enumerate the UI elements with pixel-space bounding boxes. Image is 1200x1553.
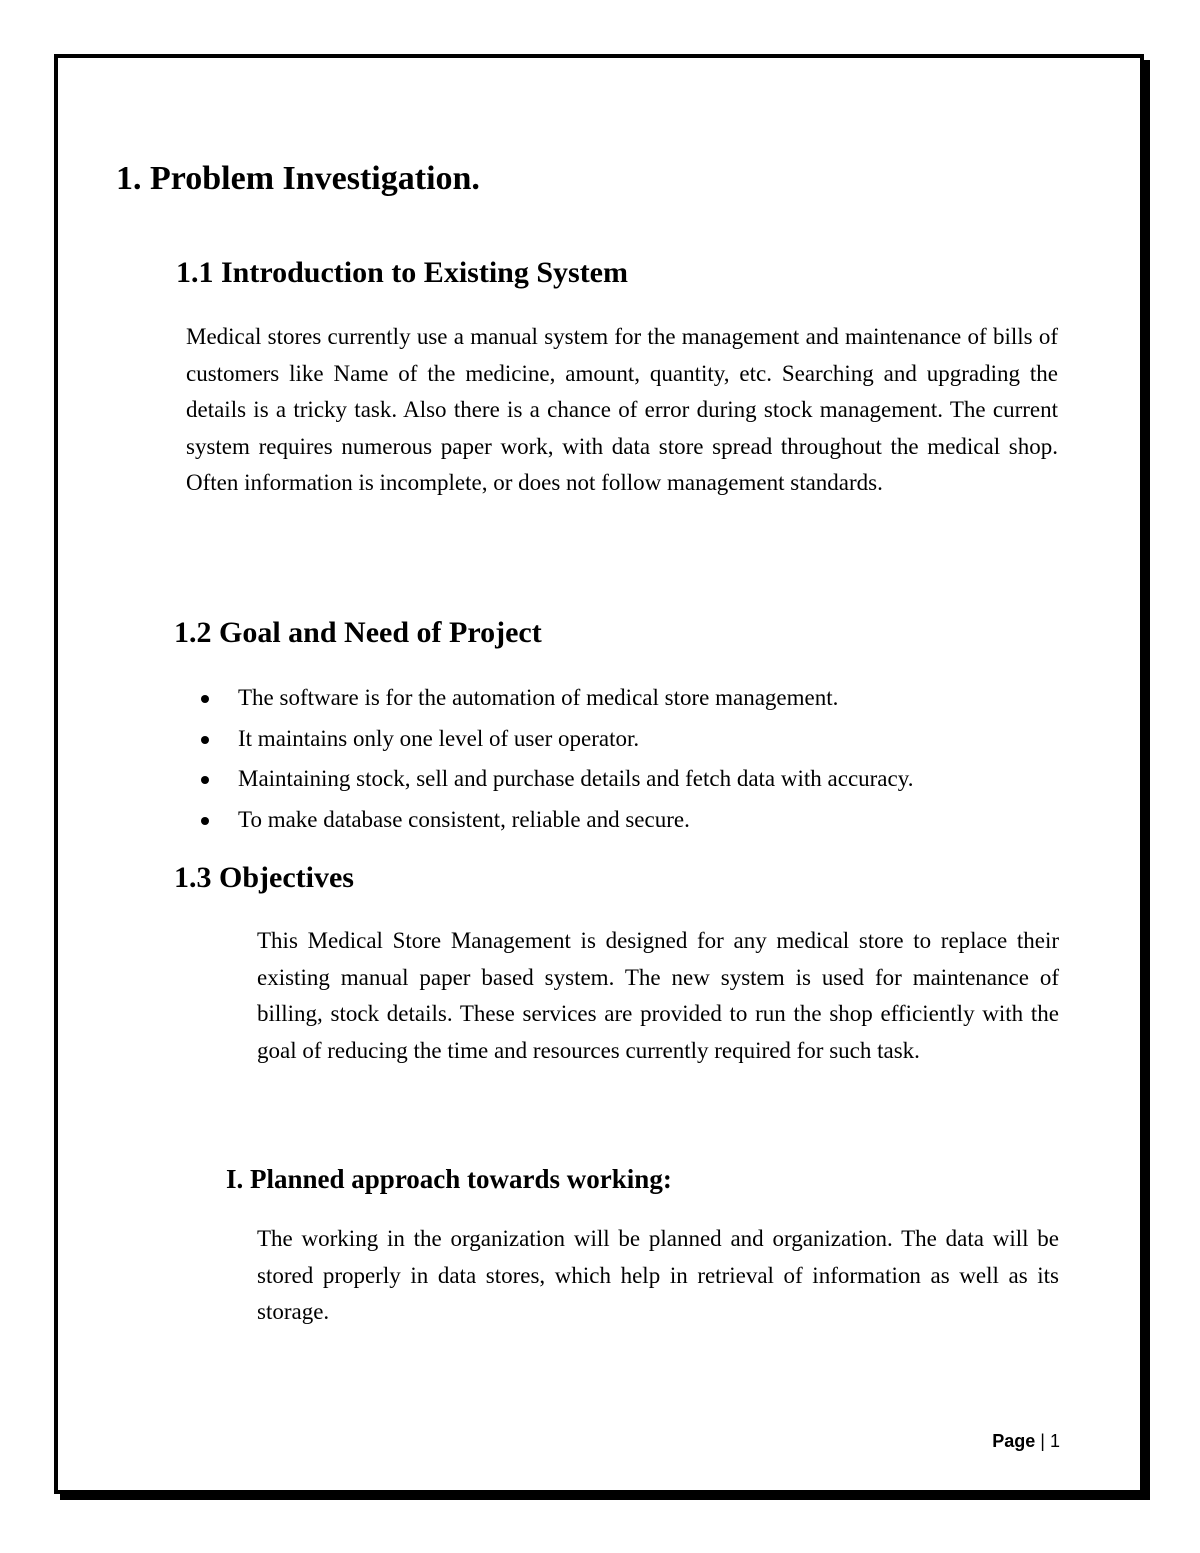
- introduction-paragraph: Medical stores currently use a manual system for the management and maintenance of bills of customers like Name of the medicine, amount, quantity, etc. Searching and upgrading the details is a tricky task. Also there is a chance of error during stock management. The current system requires numerous paper work, with data store spread throughout the medical shop. Often information is incomplete, or does not follow management standards.: [186, 324, 1058, 495]
- bullet-icon: [201, 817, 209, 825]
- bullet-icon: [201, 695, 209, 703]
- section-heading-objectives: 1.3 Objectives: [174, 861, 354, 894]
- page-title: 1. Problem Investigation.: [116, 160, 480, 197]
- bullet-icon: [201, 736, 209, 744]
- planned-approach-paragraph: The working in the organization will be planned and organization. The data will be stored properly in data stores, which help in retrieval of information as well as its storage.: [257, 1226, 1059, 1324]
- page-label: Page: [992, 1431, 1036, 1451]
- bullet-icon: [201, 776, 209, 784]
- list-item-text: To make database consistent, reliable and secure.: [238, 806, 690, 832]
- page-footer: [992, 1431, 1060, 1452]
- section-heading-goal: 1.2 Goal and Need of Project: [174, 616, 542, 649]
- list-item: [196, 721, 913, 762]
- list-item-text: Maintaining stock, sell and purchase details and fetch data with accuracy.: [238, 766, 914, 791]
- section-heading-introduction: 1.1 Introduction to Existing System: [176, 256, 628, 289]
- list-item: [196, 761, 913, 802]
- page-number: 1: [1049, 1431, 1060, 1451]
- list-item: [196, 680, 913, 721]
- page-separator: |: [1040, 1431, 1045, 1451]
- list-item-text: The software is for the automation of medical store management.: [238, 685, 839, 710]
- goal-bullet-list: [196, 680, 913, 842]
- objectives-paragraph: This Medical Store Management is designed for any medical store to replace their existing manual paper based system. The new system is used for maintenance of billing, stock details. These services are provided to run the shop efficiently with the goal of reducing the time and resources currently required for such task.: [257, 928, 1059, 1063]
- list-item: [196, 802, 913, 843]
- list-item-text: It maintains only one level of user operator.: [238, 725, 640, 751]
- subsection-heading-planned-approach: I. Planned approach towards working:: [226, 1164, 672, 1194]
